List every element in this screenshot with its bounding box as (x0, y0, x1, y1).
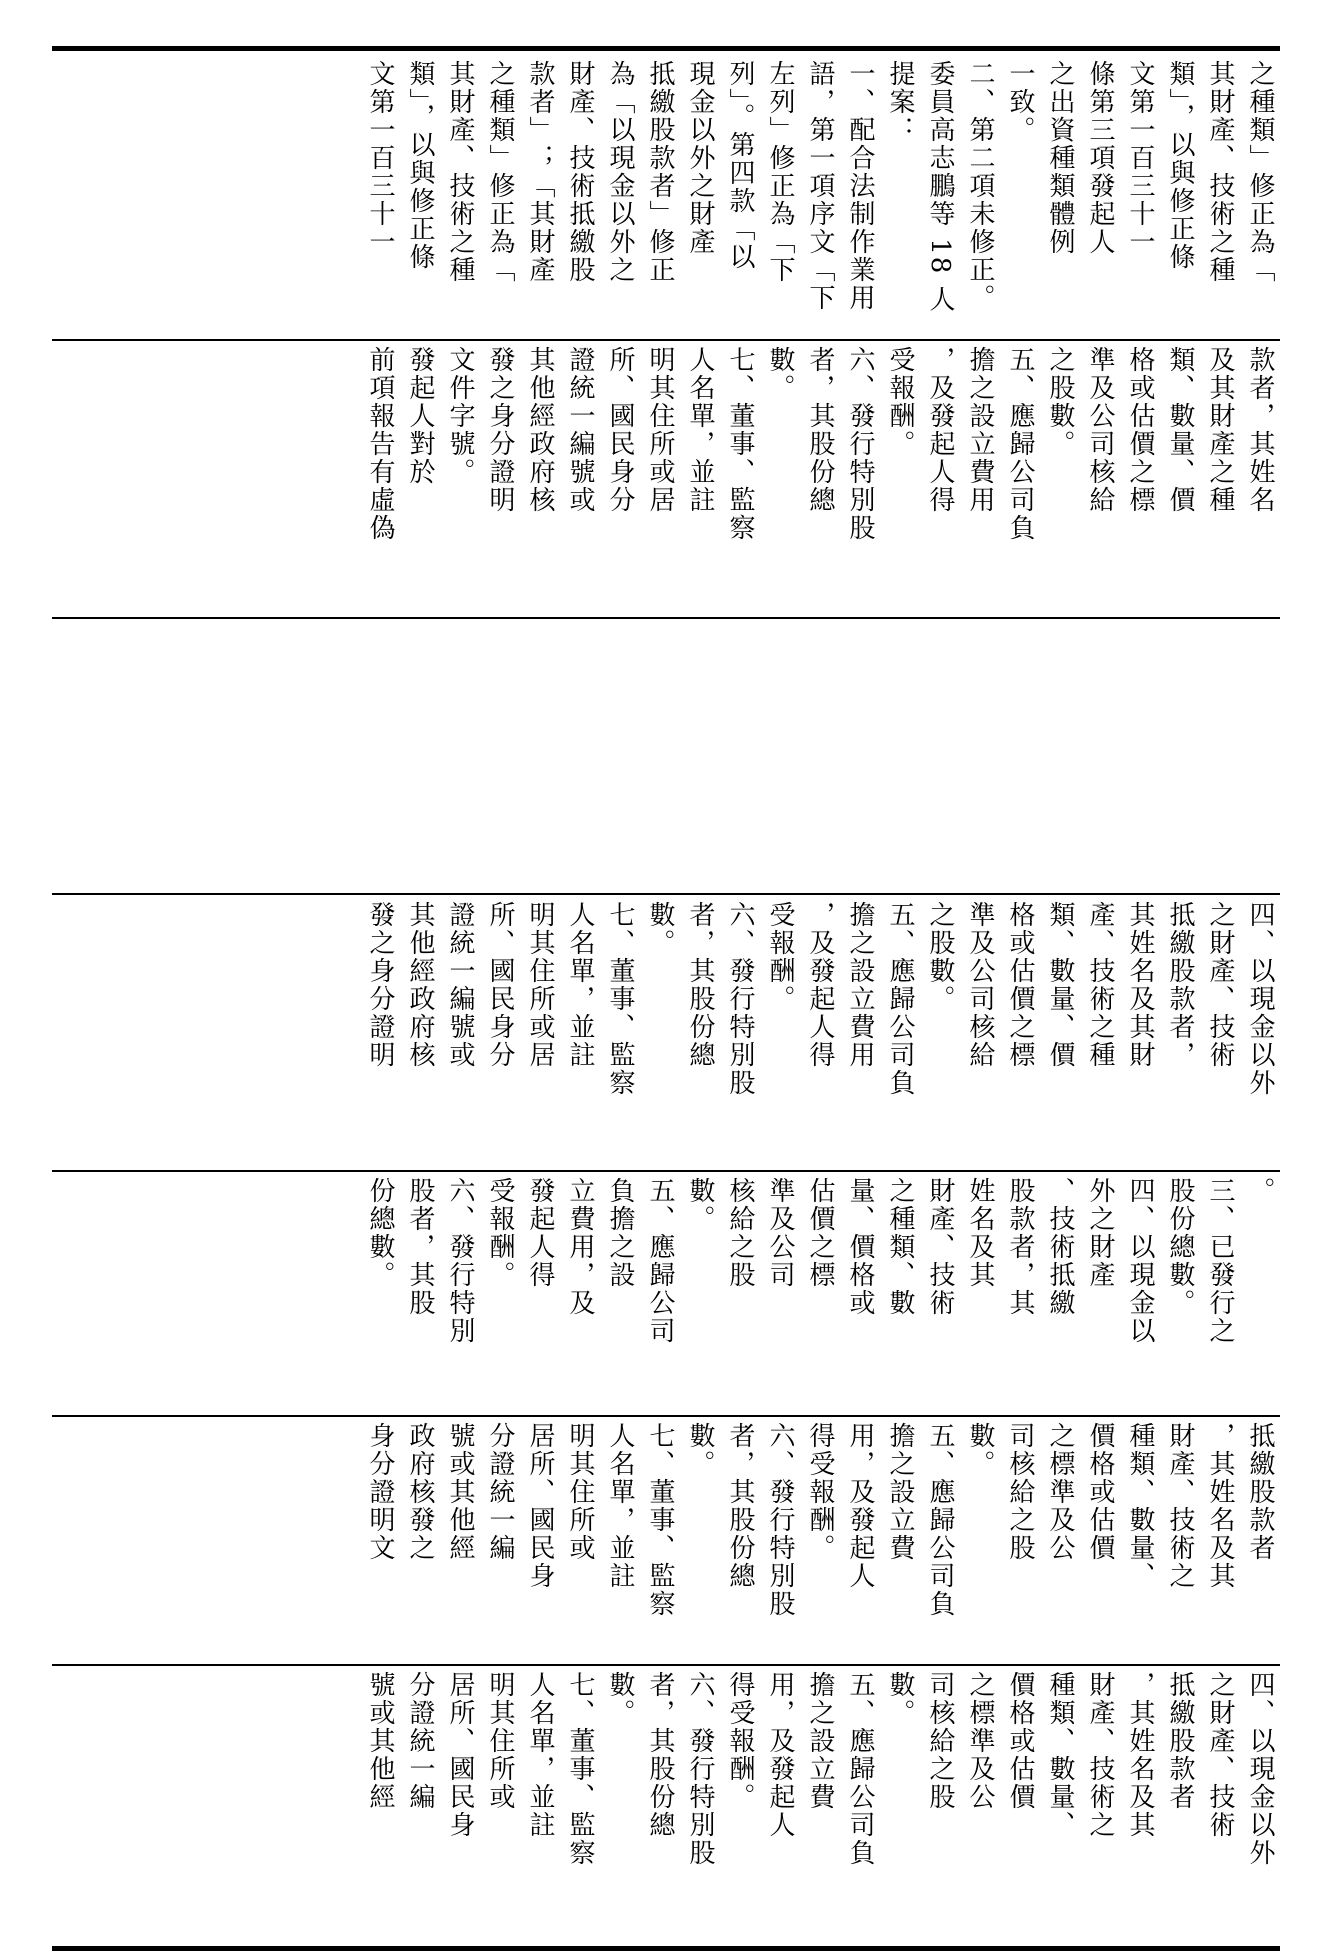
lower-row-4 (52, 1667, 1280, 1943)
lower-row-3-text: 抵繳股款者 ，其姓名及其 財產、技術之 種類、數量、 價格或估價 之標準及公 司核給之股 數。 五、應歸公司負 擔之設立費 用，及發起人 得受報酬。 六、發行特別股 者，其股份總 數。 七、董事、監察 人名單，並註 明其住所或 居所、國民身 分證統一編 號或其他經 政府核發之 身分證明文 (365, 1422, 1275, 1618)
lower-divider-1 (52, 1170, 1280, 1172)
upper-divider-2 (52, 617, 1280, 619)
lower-divider-2 (52, 1415, 1280, 1417)
lower-row-3 (52, 1418, 1280, 1662)
lower-row-1-text: 四、以現金以外 之財產、技術 抵繳股款者， 其姓名及其財 產、技術之種 類、數量、價 格或估價之標 準及公司核給 之股數。 五、應歸公司負 擔之設立費用 ，及發起人得 受報酬。 六、發行特別股 者，其股份總 數。 七、董事、監察 人名單，並註 明其住所或居 所、國民身分 證統一編號或 其他經政府核 發之身分證明 (365, 901, 1275, 1097)
upper-divider-1 (52, 339, 1280, 341)
bottom-rule (52, 1946, 1280, 1951)
lower-row-1 (52, 897, 1280, 1168)
lower-divider-3 (52, 1664, 1280, 1666)
lower-row-2 (52, 1173, 1280, 1413)
lower-row-4-text: 四、以現金以外 之財產、技術 抵繳股款者 ，其姓名及其 財產、技術之 種類、數量、 價格或估價 之標準及公 司核給之股 數。 五、應歸公司負 擔之設立費 用，及發起人 得受報酬。 六、發行特別股 者，其股份總 數。 七、董事、監察 人名單，並註 明其住所或 居所、國民身 分證統一編 號或其他經 (365, 1671, 1275, 1867)
upper-right-cell (52, 54, 1280, 337)
upper-mid-cell (52, 342, 1280, 615)
lower-table-top-rule (52, 893, 1280, 895)
upper-right-text: 之種類」修正為「 其財產、技術之種 類」，以與修正條 文第一百三十一 條第三項發起人 之出資種類體例 一致。 二、第二項未修正。 委員高志鵬等 18 人 提案： 一、配合法制作業用 語，第一項序文「下 左列」修正為「下 列」。第四款「以 現金以外之財產 抵繳股款者」修正 為「以現金以外之 財產、技術抵繳股 款者」；「其財產 之種類」修正為「 其財產、技術之種 類」，以與修正條 文第一百三十一 (365, 60, 1275, 314)
upper-mid-text: 款者，其姓名 及其財產之種 類、數量、價 格或估價之標 準及公司核給 之股數。 五、應歸公司負 擔之設立費用 ，及發起人得 受報酬。 六、發行特別股 者，其股份總 數。 七、董事、監察 人名單，並註 明其住所或居 所、國民身分 證統一編號或 其他經政府核 發之身分證明 文件字號。 發起人對於 前項報告有虛偽 (365, 346, 1275, 542)
lower-row-2-text: 。 三、已發行之 股份總數。 四、以現金以 外之財產 、技術抵繳 股款者，其 姓名及其 財產、技術 之種類、數 量、價格或 估價之標 準及公司 核給之股 數。 五、應歸公司 負擔之設 立費用，及 發起人得 受報酬。 六、發行特別 股者，其股 份總數。 (365, 1177, 1275, 1345)
top-rule (52, 46, 1280, 51)
